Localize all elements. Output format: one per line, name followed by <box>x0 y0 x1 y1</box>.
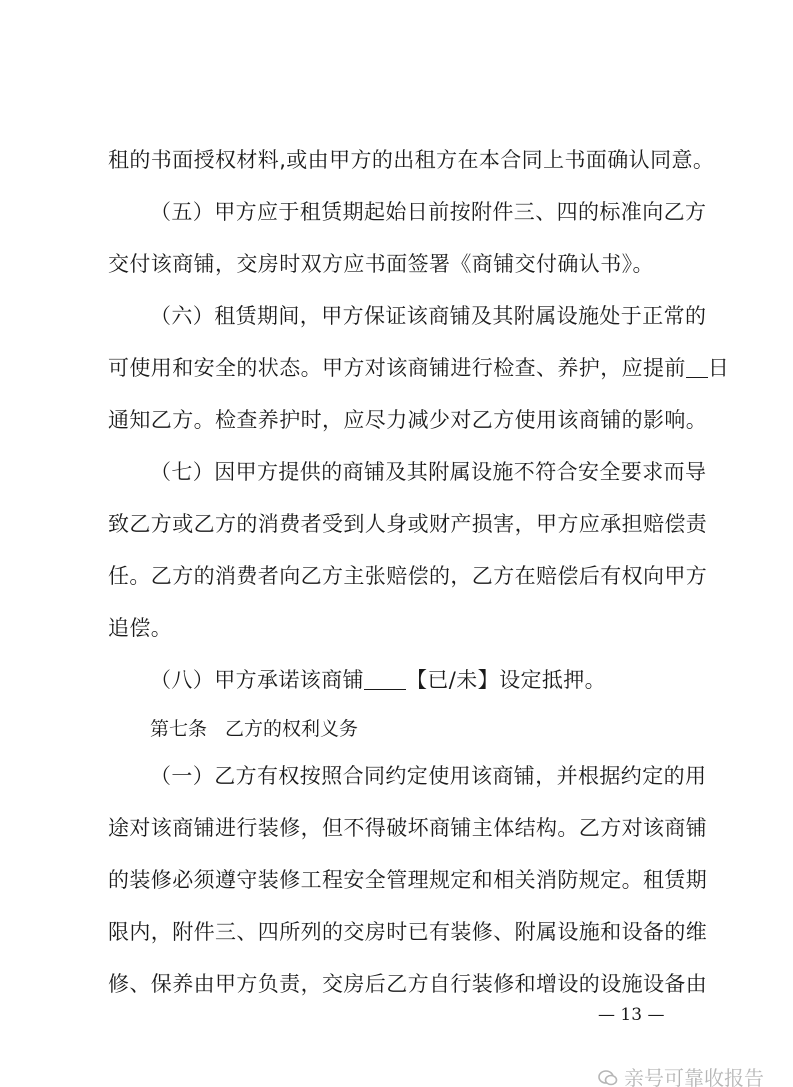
text-line: 追偿。 <box>108 616 173 640</box>
text-segment: 【已/未】设定抵押。 <box>406 668 607 692</box>
fill-in-blank-days <box>686 355 708 378</box>
article-title: 乙方的权利义务 <box>225 718 359 740</box>
clause-seven: （七）因甲方提供的商铺及其附属设施不符合安全要求而导 <box>150 460 707 484</box>
clause-eight <box>150 666 606 694</box>
text-line: 限内，附件三、四所列的交房时已有装修、附属设施和设备的维 <box>108 920 708 944</box>
clause-one: （一）乙方有权按照合同约定使用该商铺，并根据约定的用 <box>150 764 707 788</box>
page-number: — 13 — <box>598 1005 665 1025</box>
watermark <box>598 1062 788 1087</box>
watermark-text: 亲号可靠收报告 <box>624 1066 764 1087</box>
fill-in-blank-mortgage <box>364 667 406 690</box>
wechat-icon <box>598 1068 618 1087</box>
text-segment: 日 <box>707 356 730 380</box>
text-line: 交付该商铺，交房时双方应书面签署《商铺交付确认书》。 <box>108 252 654 276</box>
text-segment: 可使用和安全的状态。甲方对该商铺进行检查、养护，应提前 <box>108 356 686 380</box>
text-line: 任。乙方的消费者向乙方主张赔偿的，乙方在赔偿后有权向甲方 <box>108 564 708 588</box>
article-heading <box>150 716 358 742</box>
text-line: 的装修必须遵守装修工程安全管理规定和相关消防规定。租赁期 <box>108 868 708 892</box>
text-line: 修、保养由甲方负责，交房后乙方自行装修和增设的设施设备由 <box>108 972 708 996</box>
clause-six: （六）租赁期间，甲方保证该商铺及其附属设施处于正常的 <box>150 304 707 328</box>
text-line: 致乙方或乙方的消费者受到人身或财产损害，甲方应承担赔偿责 <box>108 512 708 536</box>
clause-five: （五）甲方应于租赁期起始日前按附件三、四的标准向乙方 <box>150 200 707 224</box>
text-line: 租的书面授权材料,或由甲方的出租方在本合同上书面确认同意。 <box>108 148 715 172</box>
text-line <box>108 354 729 382</box>
text-segment: （八）甲方承诺该商铺 <box>150 668 364 692</box>
text-line: 途对该商铺进行装修，但不得破坏商铺主体结构。乙方对该商铺 <box>108 816 708 840</box>
article-number: 第七条 <box>150 718 208 740</box>
text-line: 通知乙方。检查养护时，应尽力减少对乙方使用该商铺的影响。 <box>108 408 708 432</box>
